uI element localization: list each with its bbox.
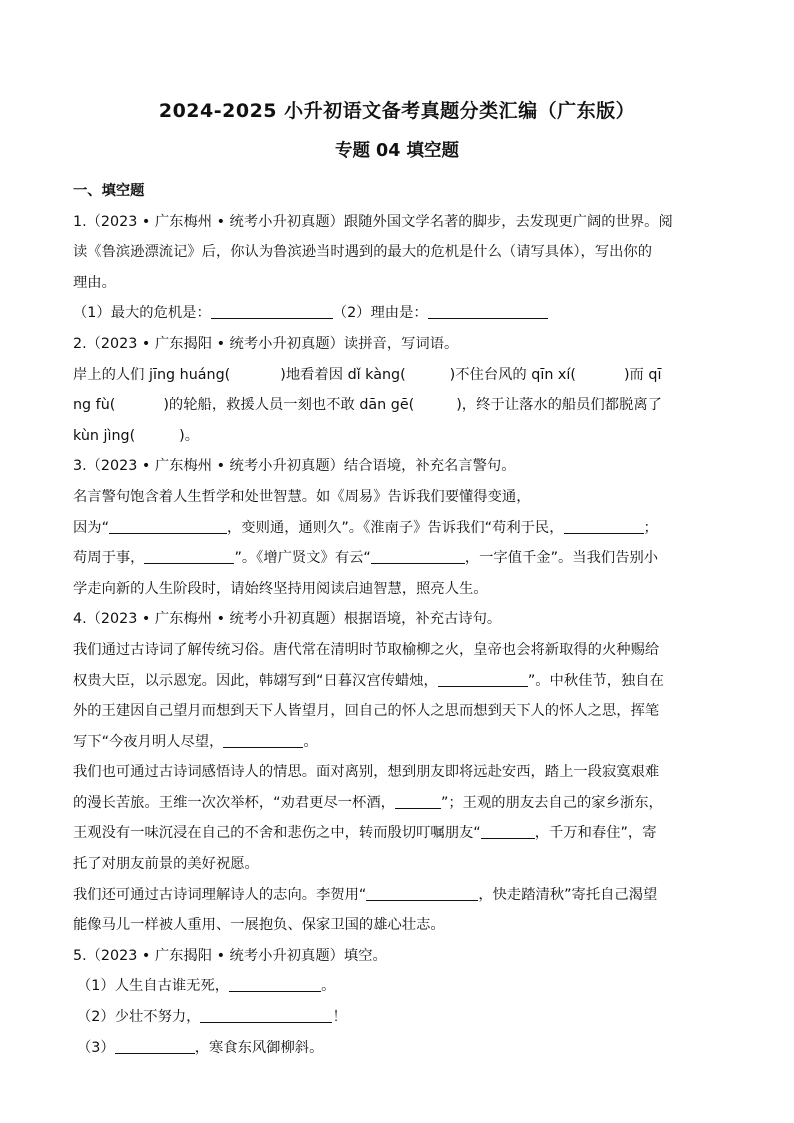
q5-heading: 5.（2023 • 广东揭阳 • 统考小升初真题）填空。 (73, 947, 387, 964)
q3-text: ”。《增广贤文》有云“ (234, 550, 371, 567)
q3-line-1: 名言警句饱含着人生哲学和处世智慧。如《周易》告诉我们要懂得变通， (73, 488, 531, 505)
q5-item-3 (73, 1033, 725, 1064)
q2-line-2 (73, 390, 725, 421)
q4-line-7 (73, 818, 725, 849)
q5-text: 。 (321, 978, 336, 995)
q1-line-2: 读《鲁滨逊漂流记》后，你认为鲁滨逊当时遇到的最大的危机是什么（请写具体），写出你的 (73, 244, 653, 261)
q4-line-6 (73, 788, 725, 819)
q4-line-10: 能像马儿一样被人重用、一展抱负、保家卫国的雄心壮志。 (73, 917, 445, 934)
q5-text: ！ (332, 1009, 347, 1026)
q4-line-9 (73, 880, 725, 911)
answer-blank[interactable] (229, 975, 321, 992)
q2-text: ng fù( (73, 397, 116, 414)
q2-text: )，终于让落水的船员们都脱离了 (456, 397, 662, 414)
q1-sub2-label: （2）理由是： (332, 305, 428, 322)
answer-blank[interactable] (223, 731, 303, 748)
q3-text: ； (643, 519, 658, 536)
q5-item-1 (73, 971, 725, 1002)
q3-line-4: 学走向新的人生阶段时，请始终坚持用阅读启迪智慧，照亮人生。 (73, 580, 488, 597)
q4-heading: 4.（2023 • 广东梅州 • 统考小升初真题）根据语境，补充古诗句。 (73, 611, 502, 628)
q4-line-5: 我们也可通过古诗词感悟诗人的情思。面对离别，想到朋友即将远赴安西，踏上一段寂寞艰难 (73, 764, 660, 781)
q2-line-3 (73, 421, 725, 452)
q1-subquestions (73, 298, 725, 329)
document-title: 2024-2025 小升初语文备考真题分类汇编（广东版） (158, 100, 636, 122)
q4-line-1: 我们通过古诗词了解传统习俗。唐代常在清明时节取榆柳之火，皇帝也会将新取得的火种赐给 (73, 641, 660, 658)
q2-text: )。 (179, 427, 200, 444)
q4-line-8: 托了对朋友前景的美好祝愿。 (73, 856, 259, 873)
q5-text: （3） (77, 1039, 115, 1056)
q3-text: 苟周于事， (73, 550, 145, 567)
q1-line-1: 1.（2023 • 广东梅州 • 统考小升初真题）跟随外国文学名著的脚步，去发现更广阔的世界。阅 (73, 213, 673, 230)
q4-text: ”。中秋佳节，独自在 (527, 672, 664, 689)
answer-blank[interactable] (564, 517, 644, 534)
answer-blank[interactable] (395, 792, 441, 809)
q4-text: 权贵大臣，以示恩宠。因此，韩翃写到“日暮汉宫传蜡烛， (73, 672, 438, 689)
q2-text: )的轮船，救援人员一刻也不敢 dān gē( (163, 397, 415, 414)
q4-text: ”；王观的朋友去自己的家乡浙东， (440, 794, 663, 811)
q3-heading: 3.（2023 • 广东梅州 • 统考小升初真题）结合语境，补充名言警句。 (73, 458, 516, 475)
q2-text: )不住台风的 qīn xí( (449, 366, 576, 383)
q2-text: )地看着因 dǐ kàng( (280, 366, 406, 383)
q5-text: ，寒食东风御柳斜。 (194, 1039, 324, 1056)
document-body (73, 176, 725, 1063)
answer-blank[interactable] (144, 547, 234, 564)
q1-line-3: 理由。 (73, 274, 116, 291)
q4-text: ，快走踏清秋”寄托自己渴望 (478, 886, 658, 903)
q4-line-4 (73, 727, 725, 758)
q2-text: kùn jìng( (73, 427, 136, 444)
q4-text: 的漫长苦旅。王维一次次举杯，“劝君更尽一杯酒， (73, 794, 395, 811)
q3-text: ，一字值千金”。当我们告别小 (464, 550, 659, 567)
q3-line-2 (73, 513, 725, 544)
q1-sub1-label: （1）最大的危机是： (73, 305, 211, 322)
answer-blank[interactable] (115, 1037, 195, 1054)
answer-blank[interactable] (211, 302, 333, 319)
answer-blank[interactable] (366, 884, 478, 901)
q4-text: 王观没有一味沉浸在自己的不舍和悲伤之中，转而殷切叮嘱朋友“ (73, 825, 481, 842)
q2-text: 岸上的人们 jīng huáng( (73, 366, 231, 383)
q5-text: （2）少壮不努力， (77, 1009, 201, 1026)
q2-line-1 (73, 360, 725, 391)
answer-blank[interactable] (200, 1006, 332, 1023)
q3-text: 因为“ (73, 519, 110, 536)
q4-line-3: 外的王建因自己望月而想到天下人皆望月，回自己的怀人之思而想到天下人的怀人之思，挥笔 (73, 703, 660, 720)
q5-item-2 (73, 1002, 725, 1033)
answer-blank[interactable] (371, 547, 465, 564)
q4-text: 我们还可通过古诗词理解诗人的志向。李贺用“ (73, 886, 367, 903)
q4-text: ，千万和春住”，寄 (534, 825, 657, 842)
answer-blank[interactable] (481, 822, 535, 839)
q2-text: )而 qī (623, 366, 662, 383)
answer-blank[interactable] (428, 302, 548, 319)
answer-blank[interactable] (109, 517, 227, 534)
q3-text: ，变则通，通则久”。《淮南子》告诉我们“苟利于民， (227, 519, 564, 536)
q5-text: （1）人生自古谁无死， (77, 978, 230, 995)
q2-heading: 2.（2023 • 广东揭阳 • 统考小升初真题）读拼音，写词语。 (73, 335, 459, 352)
q4-text: 。 (303, 733, 318, 750)
answer-blank[interactable] (438, 670, 528, 687)
q4-text: 写下“今夜月明人尽望， (73, 733, 224, 750)
q3-line-3 (73, 543, 725, 574)
document-subtitle: 专题 04 填空题 (334, 141, 460, 161)
q4-line-2 (73, 666, 725, 697)
section-heading: 一、填空题 (73, 183, 145, 199)
